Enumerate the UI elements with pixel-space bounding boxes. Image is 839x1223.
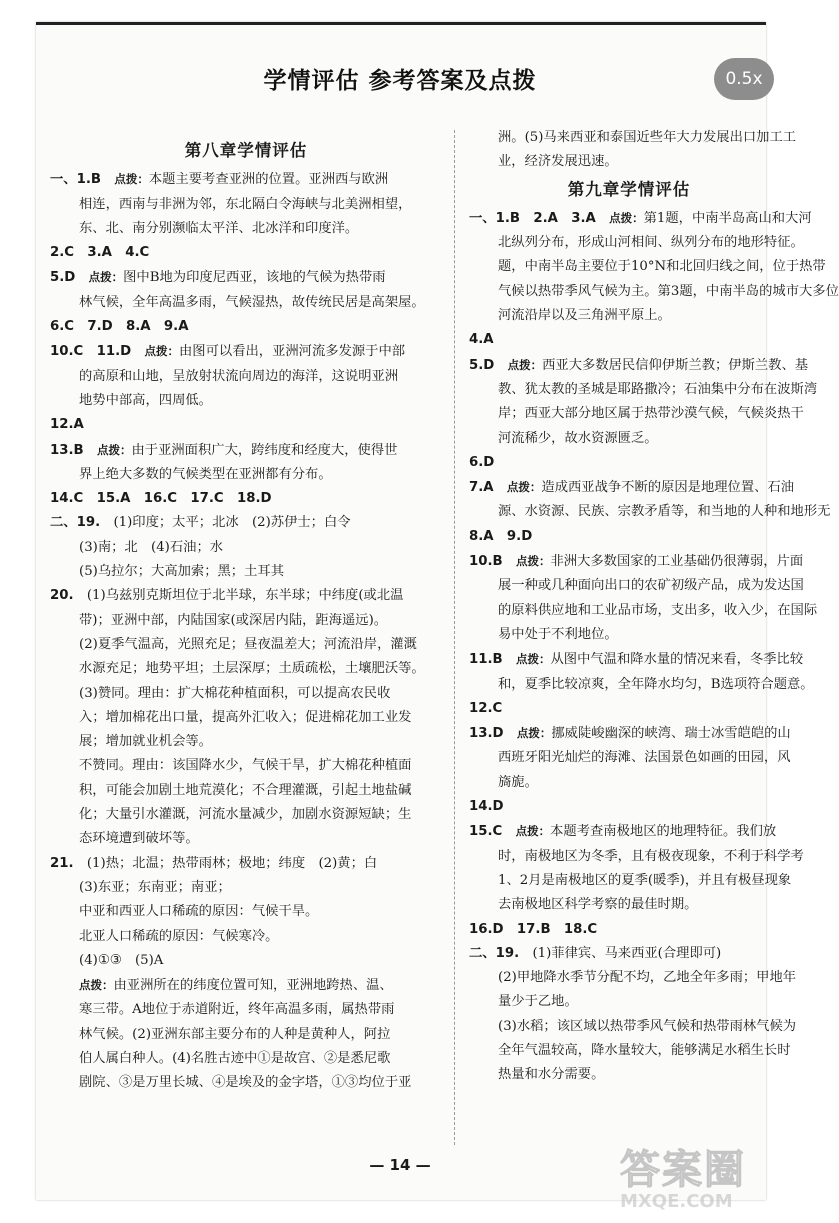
answer-line	[50, 167, 442, 192]
answer-line	[50, 852, 442, 876]
answer-text: 和，夏季比较凉爽，全年降水均匀，B选项符合题意。	[498, 676, 814, 692]
answer-line	[469, 1063, 789, 1087]
answer-line	[50, 438, 442, 463]
answer-text: 1、2月是南极地区的夏季(暖季)，并且有极昼现象	[498, 872, 792, 888]
answer-line	[469, 845, 804, 869]
answer-line	[50, 900, 442, 924]
answer-text: (4)①③ (5)A	[79, 952, 164, 968]
answer-text: 由亚洲所在的纬度位置可知，亚洲地跨热、温、	[113, 978, 393, 994]
answer-text: 本题主要考查亚洲的位置。亚洲西与欧洲	[148, 172, 389, 188]
answer-line	[50, 949, 442, 973]
answer-line	[50, 536, 442, 560]
answer-line	[50, 633, 442, 657]
chapter9-answers	[469, 206, 839, 1088]
question-number: 一、1.B	[50, 172, 102, 188]
page-title: 学情评估 参考答案及点拨	[263, 68, 537, 94]
answer-text: 时，南极地区为冬季，且有极夜现象，不利于科学考	[498, 848, 804, 864]
question-number: 14.C 15.A 16.C 17.C 18.D	[50, 491, 272, 507]
answer-line	[469, 427, 789, 451]
answer-text: 伯人属白种人。(4)名胜古迹中①是故宫、②是悉尼歌	[79, 1050, 391, 1066]
answer-line	[50, 217, 442, 241]
hint-label: 点拨：	[88, 270, 124, 285]
answer-text: 林气候，全年高温多雨，气候湿热，故传统民居是高架屋。	[79, 294, 425, 310]
answer-text: 本题考查南极地区的地理特征。我们放	[550, 824, 777, 840]
hint-label: 点拨：	[144, 344, 180, 359]
answer-text: 剧院、③是万里长城、④是埃及的金字塔，①③均位于亚	[79, 1075, 412, 1091]
question-number: 10.C 11.D	[50, 344, 132, 360]
answer-line	[50, 315, 442, 339]
answer-line	[469, 942, 789, 966]
question-number: 15.C	[469, 824, 503, 840]
answer-text: 地势中部高，四周低。	[79, 392, 212, 408]
answer-line	[469, 746, 789, 770]
answer-line	[50, 365, 442, 389]
answer-text: 由于亚洲面积广大，跨纬度和经度大，使得世	[131, 442, 398, 458]
answer-line	[50, 657, 442, 681]
answer-line	[50, 389, 442, 413]
question-number: 二、19.	[50, 515, 101, 531]
answer-line	[50, 463, 442, 487]
answer-line	[50, 339, 442, 364]
answer-line	[50, 609, 442, 633]
answer-line	[469, 206, 812, 231]
answer-text: 易中处于不利地位。	[498, 626, 618, 642]
question-number: 6.D	[469, 454, 495, 470]
answer-line	[50, 998, 442, 1022]
answer-text: 造成西亚战争不断的原因是地理位置、石油	[541, 480, 795, 496]
answer-line	[50, 413, 442, 437]
answer-text: 题，中南半岛主要位于10°N和北回归线之间，位于热带	[498, 259, 826, 275]
answer-text: 西班牙阳光灿烂的海滩、法国景色如画的田园，风	[498, 750, 791, 766]
watermark-url: MXQE.COM	[620, 1191, 733, 1212]
answer-text: 岸；西亚大部分地区属于热带沙漠气候，气候炎热干	[498, 406, 804, 422]
answer-line	[469, 1039, 789, 1063]
answer-text: 去南极地区科学考察的最佳时期。	[498, 897, 698, 913]
question-number: 21.	[50, 855, 74, 871]
answer-line	[50, 241, 442, 265]
answer-text: 全年气温较高，降水量较大，能够满足水稻生长时	[498, 1042, 791, 1058]
answer-text: (3)水稻；该区域以热带季风气候和热带雨林气候为	[498, 1018, 797, 1034]
answer-text: 东、北、南分别濒临太平洋、北冰洋和印度洋。	[79, 220, 359, 236]
answer-line	[469, 525, 789, 549]
answer-text: 量少于乙地。	[498, 994, 578, 1010]
answer-line	[469, 893, 789, 917]
answer-line	[469, 402, 804, 426]
answer-line	[50, 560, 442, 584]
question-number: 二、19.	[469, 945, 520, 961]
question-number: 5.D	[469, 357, 495, 373]
answer-line	[50, 1023, 442, 1047]
answer-line	[50, 925, 442, 949]
answer-text: (3)东亚；东南亚；南亚；	[79, 879, 231, 895]
answer-text: (1)菲律宾、马来西亚(合理即可)	[532, 945, 722, 961]
answer-line	[469, 280, 839, 304]
answer-line	[469, 475, 795, 500]
answer-text: (2)夏季气温高，光照充足；昼夜温差大；河流沿岸，灌溉	[79, 636, 417, 652]
answer-line	[50, 827, 442, 851]
answer-line	[50, 682, 442, 706]
answer-text: (3)赞同。理由：扩大棉花种植面积，可以提高农民收	[79, 685, 391, 701]
answer-text: 化；大量引水灌溉，河流水量减少，加剧水资源短缺；生	[79, 807, 412, 823]
question-number: 12.C	[469, 700, 503, 716]
answer-text: 不赞同。理由：该国降水少，气候干旱，扩大棉花种植面	[79, 758, 412, 774]
answer-line	[469, 451, 789, 475]
answer-text: 北亚人口稀疏的原因：气候寒冷。	[79, 928, 279, 944]
answer-line	[469, 623, 789, 647]
answer-line	[50, 487, 442, 511]
question-number: 13.D	[469, 726, 504, 742]
answer-line	[50, 265, 442, 290]
answer-line	[469, 304, 789, 328]
watermark-logo	[620, 1138, 790, 1218]
answer-line	[469, 819, 789, 844]
question-number: 13.B	[50, 442, 84, 458]
hint-label: 点拨：	[506, 480, 542, 495]
answer-text: 热量和水分需要。	[498, 1067, 605, 1083]
answer-text: 的高原和山地，呈放射状流向周边的海洋，这说明亚洲	[79, 368, 399, 384]
answer-text: 的原料供应地和工业品市场，支出多，收入少，在国际	[498, 602, 818, 618]
hint-label: 点拨：	[516, 554, 551, 569]
answer-line	[469, 990, 789, 1014]
question-number: 2.C 3.A 4.C	[50, 245, 150, 261]
answer-text: 展；增加就业机会等。	[79, 734, 212, 750]
question-number: 6.C 7.D 8.A 9.A	[50, 319, 189, 335]
left-column	[50, 136, 442, 1096]
hint-label: 点拨：	[516, 652, 551, 667]
answer-line	[50, 803, 442, 827]
answer-text: 气候以热带季风气候为主。第3题，中南半岛的城市大多位	[498, 283, 839, 299]
answer-line	[50, 973, 442, 998]
answer-line	[469, 918, 789, 942]
answer-line	[469, 599, 818, 623]
answer-text: 态环境遭到破坏等。	[79, 831, 199, 847]
chapter8-title: 第八章学情评估	[184, 141, 308, 160]
question-number: 14.D	[469, 799, 504, 815]
answer-text: 旖旎。	[498, 774, 538, 790]
answer-line	[469, 328, 789, 352]
answer-line	[469, 549, 804, 574]
answer-line	[50, 730, 442, 754]
answer-line	[469, 697, 789, 721]
answer-text: 第1题，中南半岛高山和大河	[643, 210, 812, 226]
answer-line	[50, 1071, 442, 1095]
answer-text: 界上绝大多数的气候类型在亚洲都有分布。	[79, 466, 332, 482]
answer-line	[469, 150, 789, 174]
chapter8-continued	[469, 126, 797, 175]
hint-label: 点拨：	[609, 210, 644, 225]
answer-line	[469, 647, 804, 672]
question-number: 一、1.B 2.A 3.A	[469, 210, 596, 226]
answer-text: 寒三带。A地位于赤道附近，终年高温多雨，属热带雨	[79, 1002, 395, 1018]
hint-label: 点拨：	[114, 172, 149, 187]
answer-line	[469, 378, 818, 402]
answer-text: 业，经济发展迅速。	[498, 154, 618, 170]
answer-line	[50, 754, 442, 778]
question-number: 8.A 9.D	[469, 528, 533, 544]
hint-label: 点拨：	[507, 357, 543, 372]
answer-text: 教、犹太教的圣城是耶路撒冷；石油集中分布在波斯湾	[498, 381, 818, 397]
answer-text: 展一种或几种面向出口的农矿初级产品，成为发达国	[498, 578, 804, 594]
answer-text: (3)南；北 (4)石油；水	[79, 539, 224, 555]
answer-line	[50, 1047, 442, 1071]
question-number: 12.A	[50, 417, 84, 433]
answer-text: 河流沿岸以及三角洲平原上。	[498, 308, 671, 324]
hint-label: 点拨：	[79, 978, 114, 993]
chapter8-answers	[50, 167, 442, 1095]
answer-text: 入；增加棉花出口量，提高外汇收入；促进棉花加工业发	[79, 709, 412, 725]
answer-line	[469, 255, 826, 279]
question-number: 7.A	[469, 480, 494, 496]
answer-text: 源、水资源、民族、宗教矛盾等，和当地的人种和地形无	[498, 504, 831, 520]
answer-line	[469, 869, 792, 893]
answer-line	[469, 1015, 797, 1039]
question-number: 16.D 17.B 18.C	[469, 921, 598, 937]
question-number: 20.	[50, 588, 74, 604]
watermark-text: 答案圈	[620, 1147, 746, 1193]
answer-line	[469, 353, 809, 378]
answer-text: 积，可能会加剧土地荒漠化；不合理灌溉，引起土地盐碱	[79, 782, 412, 798]
answer-line	[50, 193, 442, 217]
answer-text: 西亚大多数居民信仰伊斯兰教；伊斯兰教、基	[542, 357, 809, 373]
playback-speed-badge[interactable]: 0.5x	[714, 58, 774, 100]
answer-text: 洲。(5)马来西亚和泰国近些年大力发展出口加工工	[498, 130, 797, 145]
answer-line	[50, 584, 442, 608]
answer-text: 林气候。(2)亚洲东部主要分布的人种是黄种人，阿拉	[79, 1026, 391, 1042]
answer-text: 北纵列分布，形成山河相间、纵列分布的地形特征。	[498, 235, 804, 251]
answer-text: 挪威陡峻幽深的峡湾、瑞士冰雪皑皑的山	[551, 726, 791, 742]
question-number: 4.A	[469, 332, 494, 348]
answer-text: 图中B地为印度尼西亚，该地的气候为热带雨	[123, 270, 386, 286]
hint-label: 点拨：	[97, 442, 132, 457]
answer-line	[469, 966, 797, 990]
answer-line	[469, 795, 789, 819]
answer-text: 由图可以看出，亚洲河流多发源于中部	[179, 344, 406, 360]
question-number: 5.D	[50, 270, 76, 286]
answer-text: 河流稀少，故水资源匮乏。	[498, 430, 658, 446]
answer-line	[469, 771, 789, 795]
answer-text: (1)热；北温；热带雨林；极地；纬度 (2)黄；白	[86, 855, 378, 871]
answer-line	[50, 511, 442, 535]
answer-line	[50, 779, 442, 803]
answer-line	[469, 500, 831, 524]
column-divider	[454, 130, 455, 1145]
hint-label: 点拨：	[516, 726, 552, 741]
answer-text: 相连，西南与非洲为邻，东北隔白令海峡与北美洲相望，	[79, 196, 412, 212]
answer-text: 中亚和西亚人口稀疏的原因：气候干旱。	[79, 904, 319, 920]
answer-text: 水源充足；地势平坦；土层深厚；土质疏松，土壤肥沃等。	[79, 661, 425, 677]
question-number: 11.B	[469, 652, 503, 668]
answer-text: 非洲大多数国家的工业基础仍很薄弱，片面	[550, 554, 804, 570]
answer-line	[469, 231, 804, 255]
page-number: — 14 —	[369, 1156, 431, 1174]
answer-text: (1)乌兹别克斯坦位于北半球，东半球；中纬度(或北温	[86, 588, 404, 604]
answer-line	[50, 706, 442, 730]
answer-text: (1)印度；太平；北冰 (2)苏伊士；白令	[113, 515, 351, 531]
question-number: 10.B	[469, 554, 503, 570]
answer-line	[50, 291, 442, 315]
answer-line	[469, 574, 804, 598]
answer-text: 从图中气温和降水量的情况来看，冬季比较	[550, 652, 804, 668]
hint-label: 点拨：	[515, 824, 551, 839]
right-column	[469, 126, 839, 1088]
answer-text: (5)乌拉尔；大高加索；黑；土耳其	[79, 564, 284, 580]
answer-line	[469, 673, 814, 697]
answer-text: 带)；亚洲中部，内陆国家(或深居内陆，距海遥远)。	[79, 612, 388, 628]
answer-line	[50, 876, 442, 900]
answer-line	[469, 126, 797, 150]
chapter9-title: 第九章学情评估	[567, 179, 691, 199]
answer-line	[469, 721, 789, 746]
answer-text: (2)甲地降水季节分配不均，乙地全年多雨；甲地年	[498, 970, 797, 986]
